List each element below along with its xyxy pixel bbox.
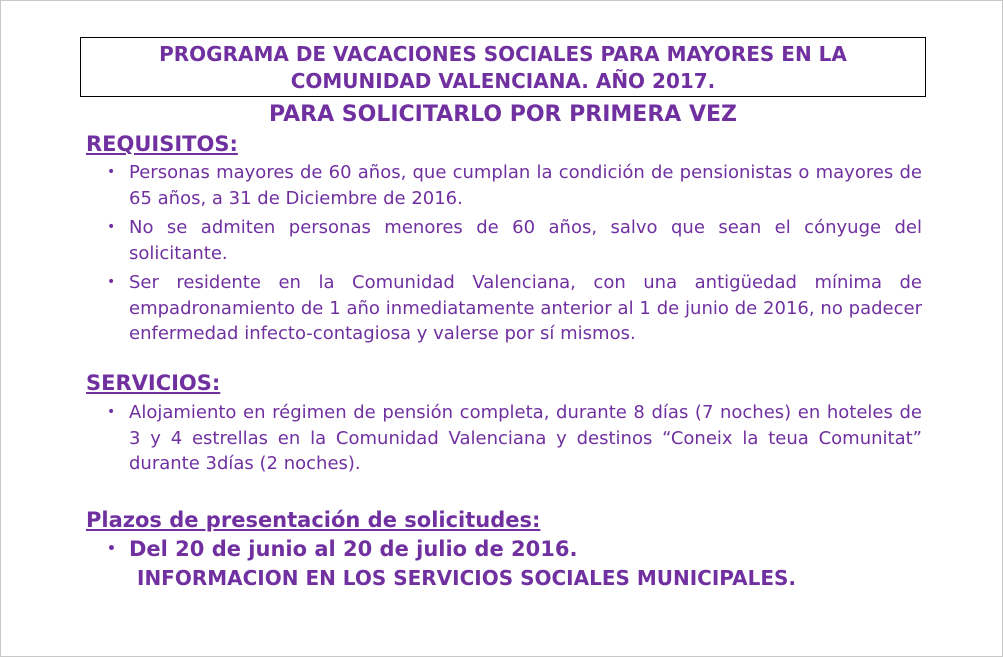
list-item — [107, 270, 922, 347]
list-item — [107, 215, 922, 266]
requisito-text: Ser residente en la Comunidad Valenciana, con una antigüedad mínima de empadronamiento de 1 año inmediatamente anterior al 1 de junio de 2016, no padecer enfermedad infecto-contagiosa y valerse por sí mismos. — [129, 272, 922, 344]
requisitos-list — [107, 160, 922, 347]
bullet-icon: • — [107, 404, 116, 420]
subtitle: PARA SOLICITARLO POR PRIMERA VEZ — [269, 102, 737, 127]
title-box — [80, 37, 926, 97]
bullet-icon: • — [107, 219, 116, 235]
bullet-icon: • — [107, 164, 116, 180]
plazos-item — [107, 535, 922, 563]
requisito-text: No se admiten personas menores de 60 años, salvo que sean el cónyuge del solicitante. — [129, 217, 922, 264]
plazos-text: Del 20 de junio al 20 de julio de 2016. — [129, 537, 578, 561]
bullet-icon: • — [107, 541, 116, 557]
title-line-1: PROGRAMA DE VACACIONES SOCIALES PARA MAYORES EN LA — [159, 42, 847, 66]
plazos-heading: Plazos de presentación de solicitudes: — [86, 508, 541, 532]
title-line-2: COMUNIDAD VALENCIANA. AÑO 2017. — [290, 69, 716, 93]
requisito-text: Personas mayores de 60 años, que cumplan la condición de pensionistas o mayores de 65 años, a 31 de Diciembre de 2016. — [129, 162, 922, 209]
list-item — [107, 400, 922, 477]
requisitos-heading: REQUISITOS: — [86, 132, 238, 156]
servicio-text: Alojamiento en régimen de pensión completa, durante 8 días (7 noches) en hoteles de 3 y 4 estrellas en la Comunidad Valenciana y destinos “Coneix la teua Comunitat” durante 3días (2 noches). — [129, 402, 922, 474]
servicios-list — [107, 400, 922, 477]
info-line: INFORMACION EN LOS SERVICIOS SOCIALES MUNICIPALES. — [137, 566, 797, 590]
servicios-heading: SERVICIOS: — [86, 371, 221, 395]
bullet-icon: • — [107, 274, 116, 290]
list-item — [107, 160, 922, 211]
